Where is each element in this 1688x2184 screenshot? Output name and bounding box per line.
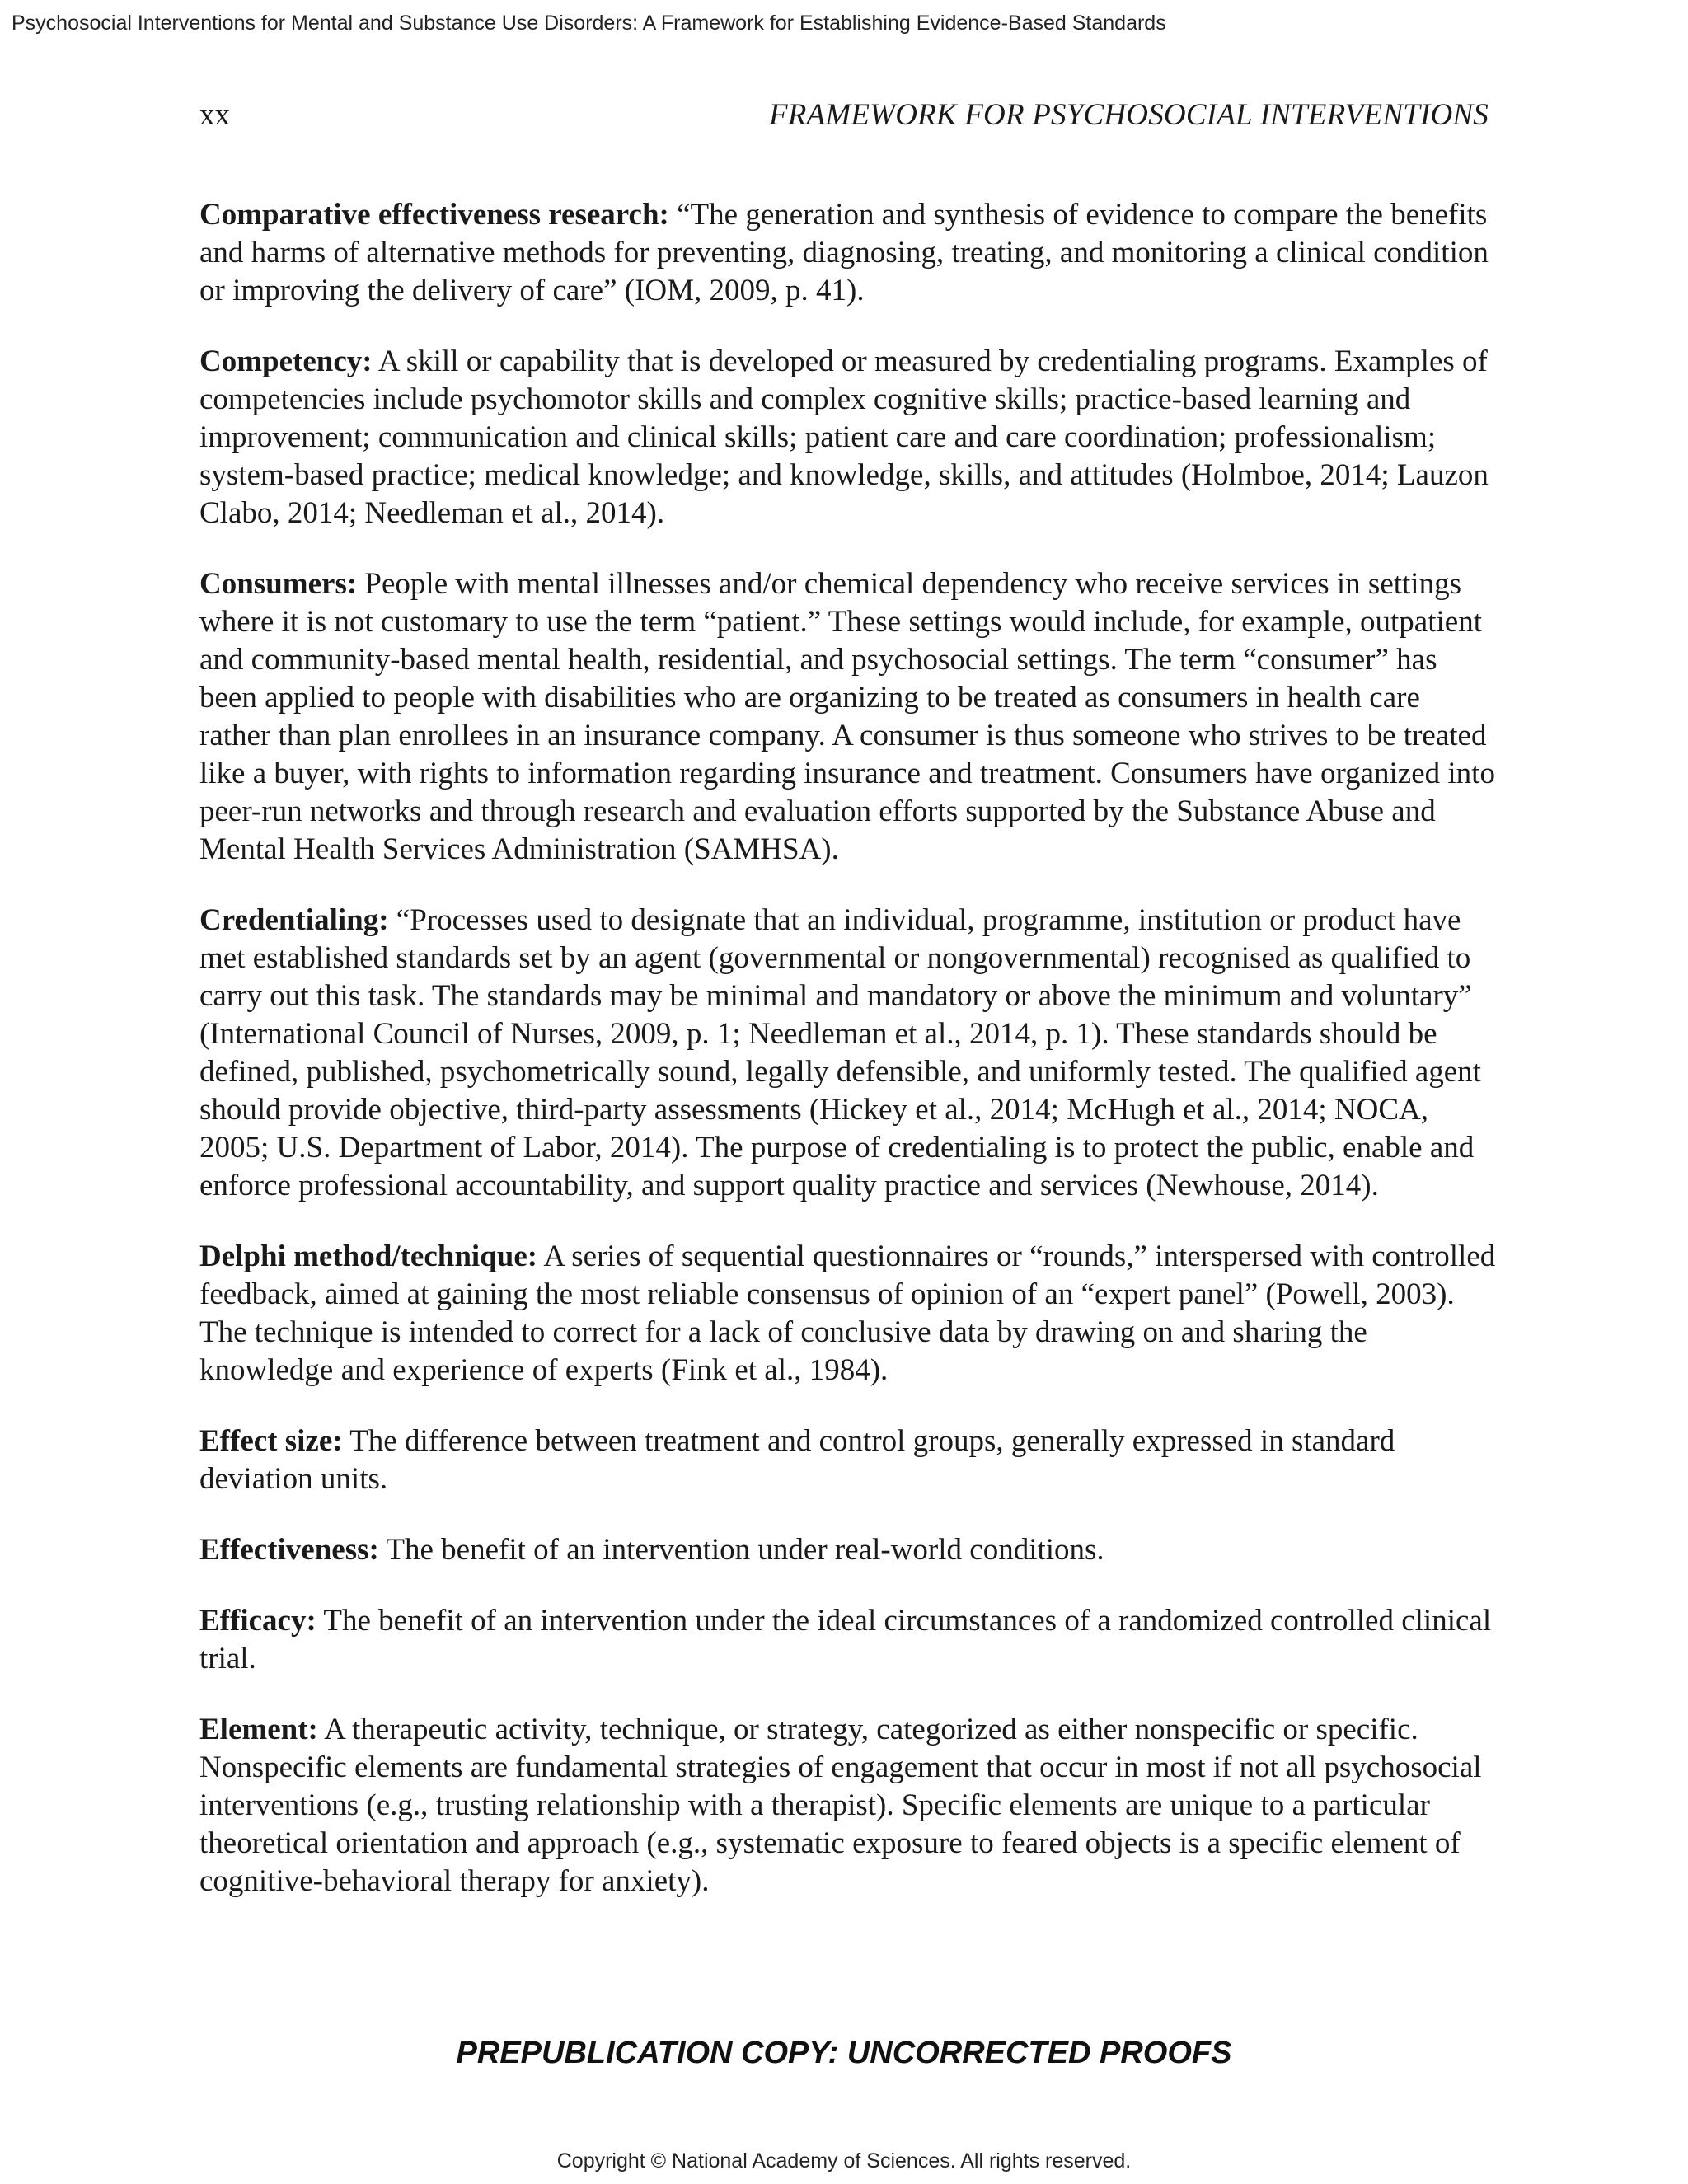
page-folio: xx <box>199 98 230 132</box>
glossary-term: Element: <box>199 1713 318 1746</box>
glossary-definition: A therapeutic activity, technique, or strategy, categorized as either nonspecific or specific. Nonspecific elements are fundamental strategies of engagement that occur in most if not all psychosocial interventions (e.g., trusting relationship with a therapist). Specific elements are unique to a particular theoretical orientation and approach (e.g., systematic exposure to feared objects is a specific element of cognitive-behavioral therapy for anxiety). <box>199 1713 1482 1898</box>
glossary-definition: “Processes used to designate that an individual, programme, institution or product have met established standards set by an agent (governmental or nongovernmental) recognised as qualified to carry out this task. The standards may be minimal and mandatory or above the minimum and voluntary” (International Council of Nurses, 2009, p. 1; Needleman et al., 2014, p. 1). These standards should be defined, published, psychometrically sound, legally defensible, and uniformly tested. The qualified agent should provide objective, third-party assessments (Hickey et al., 2014; McHugh et al., 2014; NOCA, 2005; U.S. Department of Labor, 2014). The purpose of credentialing is to protect the public, enable and enforce professional accountability, and support quality practice and services (Newhouse, 2014). <box>199 903 1481 1202</box>
glossary-definition: People with mental illnesses and/or chemical dependency who receive services in settings where it is not customary to use the term “patient.” These settings would include, for example, outpatient and community-based mental health, residential, and psychosocial settings. The term “consumer” has been applied to people with disabilities who are organizing to be treated as consumers in health care rather than plan enrollees in an insurance company. A consumer is thus someone who strives to be treated like a buyer, with rights to information regarding insurance and treatment. Consumers have organized into peer-run networks and through research and evaluation efforts supported by the Substance Abuse and Mental Health Services Administration (SAMHSA). <box>199 567 1495 866</box>
glossary-entry <box>199 565 1497 869</box>
document-banner: Psychosocial Interventions for Mental and Substance Use Disorders: A Framework for Establishing Evidence-Based Standards <box>12 12 1166 35</box>
glossary-term: Comparative effectiveness research: <box>199 198 669 232</box>
glossary-definition: The benefit of an intervention under the ideal circumstances of a randomized controlled clinical trial. <box>199 1604 1492 1675</box>
glossary-entry <box>199 1531 1497 1569</box>
glossary-entry <box>199 902 1497 1205</box>
glossary-term: Delphi method/technique: <box>199 1240 538 1273</box>
running-head <box>199 97 1489 133</box>
glossary-term: Efficacy: <box>199 1604 316 1638</box>
glossary-entry <box>199 1711 1497 1900</box>
copyright-footer: Copyright © National Academy of Sciences. All rights reserved. <box>556 2149 1132 2172</box>
glossary-term: Effect size: <box>199 1424 343 1458</box>
glossary-entry <box>199 1422 1497 1498</box>
glossary-body <box>199 196 1497 1933</box>
running-head-title: FRAMEWORK FOR PSYCHOSOCIAL INTERVENTIONS <box>768 98 1489 132</box>
glossary-entry <box>199 196 1497 310</box>
glossary-definition: “The generation and synthesis of evidence to compare the benefits and harms of alternative methods for preventing, diagnosing, treating, and monitoring a clinical condition or improving the delivery of care” (IOM, 2009, p. 41). <box>199 198 1489 307</box>
glossary-definition: The benefit of an intervention under real-world conditions. <box>386 1533 1104 1567</box>
glossary-entry <box>199 1238 1497 1390</box>
glossary-definition: A skill or capability that is developed or measured by credentialing programs. Examples of competencies include psychomotor skills and complex cognitive skills; practice-based learning and improvement; communication and clinical skills; patient care and care coordination; professionalism; system-based practice; medical knowledge; and knowledge, skills, and attitudes (Holmboe, 2014; Lauzon Clabo, 2014; Needleman et al., 2014). <box>199 344 1489 530</box>
glossary-term: Effectiveness: <box>199 1533 379 1567</box>
glossary-definition: The difference between treatment and control groups, generally expressed in standard deviation units. <box>199 1424 1395 1496</box>
glossary-entry <box>199 343 1497 532</box>
glossary-term: Consumers: <box>199 567 358 601</box>
glossary-definition: A series of sequential questionnaires or “rounds,” interspersed with controlled feedback, aimed at gaining the most reliable consensus of opinion of an “expert panel” (Powell, 2003). The technique is intended to correct for a lack of conclusive data by drawing on and sharing the knowledge and experience of experts (Fink et al., 1984). <box>199 1240 1496 1387</box>
glossary-entry <box>199 1602 1497 1678</box>
glossary-term: Credentialing: <box>199 903 389 937</box>
glossary-term: Competency: <box>199 344 373 378</box>
prepublication-stamp: PREPUBLICATION COPY: UNCORRECTED PROOFS <box>456 2036 1232 2070</box>
